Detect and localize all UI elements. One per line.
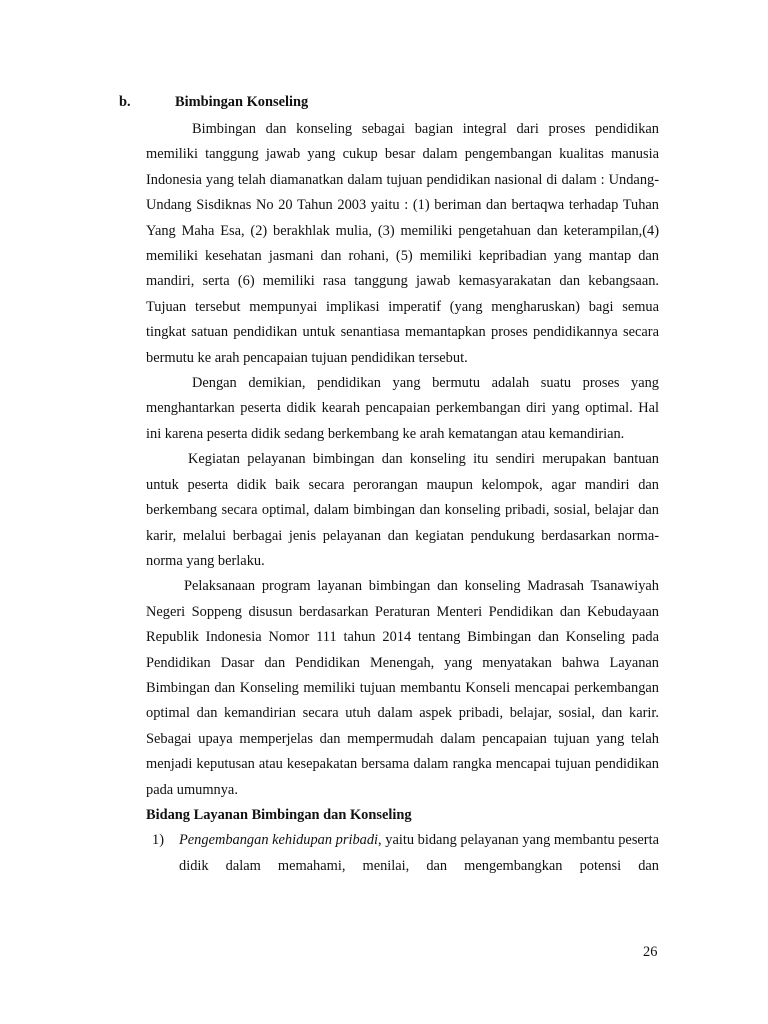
list-description: , yaitu bidang pelayanan yang membantu peserta didik dalam memahami, menilai, dan mengembangkan potensi dan — [179, 832, 659, 874]
list-text — [179, 828, 659, 879]
page-number: 26 — [643, 944, 658, 960]
subheading: Bidang Layanan Bimbingan dan Konseling — [146, 806, 412, 823]
paragraph: Bimbingan dan konseling sebagai bagian integral dari proses pendidikan memiliki tanggung jawab yang cukup besar dalam pengembangan kualitas manusia Indonesia yang telah diamanatkan dalam tujuan pendidikan nasional di dalam : Undang-Undang Sisdiknas No 20 Tahun 2003 yaitu : (1) beriman dan bertaqwa terhadap Tuhan Yang Maha Esa, (2) berakhlak mulia, (3) memiliki pengetahuan dan keterampilan,(4) memiliki kesehatan jasmani dan rohani, (5) memiliki kepribadian yang mantap dan mandiri, serta (6) memiliki rasa tanggung jawab kemasyarakatan dan kebangsaan. Tujuan tersebut mempunyai implikasi imperatif (yang mengharuskan) bagi semua tingkat satuan pendidikan untuk senantiasa memantapkan proses pendidikannya secara bermutu ke arah pencapaian tujuan pendidikan tersebut. — [146, 121, 659, 366]
list-number: 1) — [152, 832, 164, 849]
section-heading — [119, 93, 308, 111]
paragraph: Dengan demikian, pendidikan yang bermutu adalah suatu proses yang menghantarkan peserta didik kearah pencapaian perkembangan diri yang optimal. Hal ini karena peserta didik sedang berkembang ke arah kematangan atau kemandirian. — [146, 375, 659, 442]
paragraph: Pelaksanaan program layanan bimbingan dan konseling Madrasah Tsanawiyah Negeri Soppeng disusun berdasarkan Peraturan Menteri Pendidikan dan Kebudayaan Republik Indonesia Nomor 111 tahun 2014 tentang Bimbingan dan Konseling pada Pendidikan Dasar dan Pendidikan Menengah, yang menyatakan bahwa Layanan Bimbingan dan Konseling memiliki tujuan membantu Konseli mencapai perkembangan optimal dan kemandirian secara utuh dalam aspek pribadi, belajar, sosial, dan karir. Sebagai upaya memperjelas dan mempermudah dalam pencapaian tujuan yang telah menjadi keputusan atau kesepakatan bersama dalam rangka mencapai tujuan pendidikan pada umumnya. — [146, 578, 659, 798]
body-text — [146, 117, 659, 879]
list-item — [152, 828, 659, 879]
list-term: Pengembangan kehidupan pribadi — [179, 832, 379, 849]
paragraph: Kegiatan pelayanan bimbingan dan konseling itu sendiri merupakan bantuan untuk peserta didik baik secara perorangan maupun kelompok, agar mandiri dan berkembang secara optimal, dalam bimbingan dan konseling pribadi, sosial, belajar dan karir, melalui berbagai jenis pelayanan dan kegiatan pendukung berdasarkan norma-norma yang berlaku. — [146, 451, 659, 569]
section-letter: b. — [119, 94, 131, 110]
section-title: Bimbingan Konseling — [175, 94, 309, 110]
